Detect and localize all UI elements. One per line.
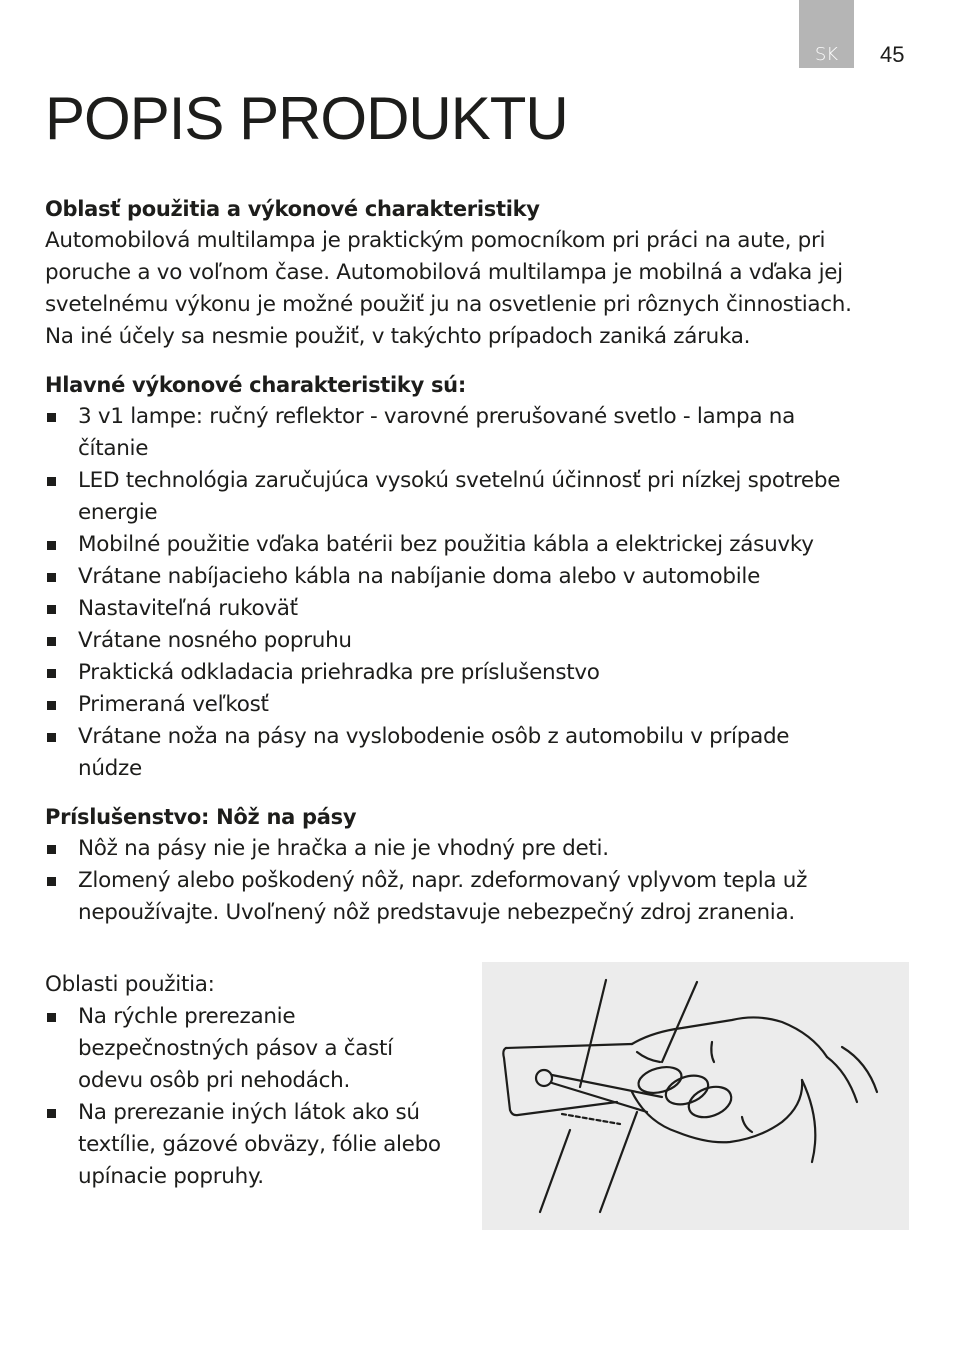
usage-paragraph — [45, 225, 915, 353]
list-item: 3 v1 lampe: ručný reflektor - varovné prerušované svetlo - lampa na čítanie — [45, 401, 915, 465]
bullet-icon — [47, 637, 56, 646]
bullet-icon — [47, 669, 56, 678]
features-heading: Hlavné výkonové charakteristiky sú: — [45, 373, 466, 397]
usage-line: Na iné účely sa nesmie použiť, v takýchto prípadoch zaniká záruka. — [45, 324, 751, 349]
bullet-icon — [47, 541, 56, 550]
list-item: Vrátane nabíjacieho kábla na nabíjanie doma alebo v automobile — [45, 561, 915, 593]
usage-areas — [45, 969, 475, 1193]
bullet-icon — [47, 573, 56, 582]
list-item: Praktická odkladacia priehradka pre príslušenstvo — [45, 657, 915, 689]
bullet-icon — [47, 701, 56, 710]
accessory-heading: Príslušenstvo: Nôž na pásy — [45, 805, 357, 829]
page-title: POPIS PRODUKTU — [45, 85, 568, 152]
bullet-icon — [47, 733, 56, 742]
list-item: Na prerezanie iných látok ako sú textílie, gázové obväzy, fólie alebo upínacie popruhy. — [45, 1097, 475, 1193]
usage-line: svetelnému výkonu je možné použiť ju na osvetlenie pri rôznych činnostiach. — [45, 292, 852, 317]
bullet-icon — [47, 605, 56, 614]
bullet-icon — [47, 413, 56, 422]
language-tab — [799, 0, 854, 68]
list-item: Zlomený alebo poškodený nôž, napr. zdeformovaný vplyvom tepla už nepoužívajte. Uvoľnený nôž predstavuje nebezpečný zdroj zranenia. — [45, 865, 915, 929]
language-label: SK — [814, 44, 839, 65]
bullet-icon — [47, 477, 56, 486]
list-item: Primeraná veľkosť — [45, 689, 915, 721]
usage-line: Automobilová multilampa je praktickým pomocníkom pri práci na aute, pri — [45, 228, 826, 253]
accessory-list — [45, 833, 915, 929]
features-list — [45, 401, 915, 785]
main-content — [45, 193, 915, 929]
belt-cutter-illustration — [482, 962, 909, 1230]
bullet-icon — [47, 845, 56, 854]
list-item: Na rýchle prerezanie bezpečnostných pásov a častí odevu osôb pri nehodách. — [45, 1001, 475, 1097]
list-item: Vrátane nosného popruhu — [45, 625, 915, 657]
page-number: 45 — [880, 42, 905, 67]
usage-areas-list — [45, 1001, 475, 1193]
list-item: LED technológia zaručujúca vysokú svetelnú účinnosť pri nízkej spotrebe energie — [45, 465, 915, 529]
list-item: Mobilné použitie vďaka batérii bez použitia kábla a elektrickej zásuvky — [45, 529, 915, 561]
usage-line: poruche a vo voľnom čase. Automobilová multilampa je mobilná a vďaka jej — [45, 260, 843, 285]
list-item: Nastaviteľná rukoväť — [45, 593, 915, 625]
bullet-icon — [47, 877, 56, 886]
bullet-icon — [47, 1013, 56, 1022]
bullet-icon — [47, 1109, 56, 1118]
usage-areas-intro: Oblasti použitia: — [45, 972, 215, 997]
hand-holding-belt-cutter-icon — [482, 962, 909, 1230]
usage-heading: Oblasť použitia a výkonové charakteristiky — [45, 197, 540, 221]
list-item: Vrátane noža na pásy na vyslobodenie osôb z automobilu v prípade núdze — [45, 721, 915, 785]
list-item: Nôž na pásy nie je hračka a nie je vhodný pre deti. — [45, 833, 915, 865]
